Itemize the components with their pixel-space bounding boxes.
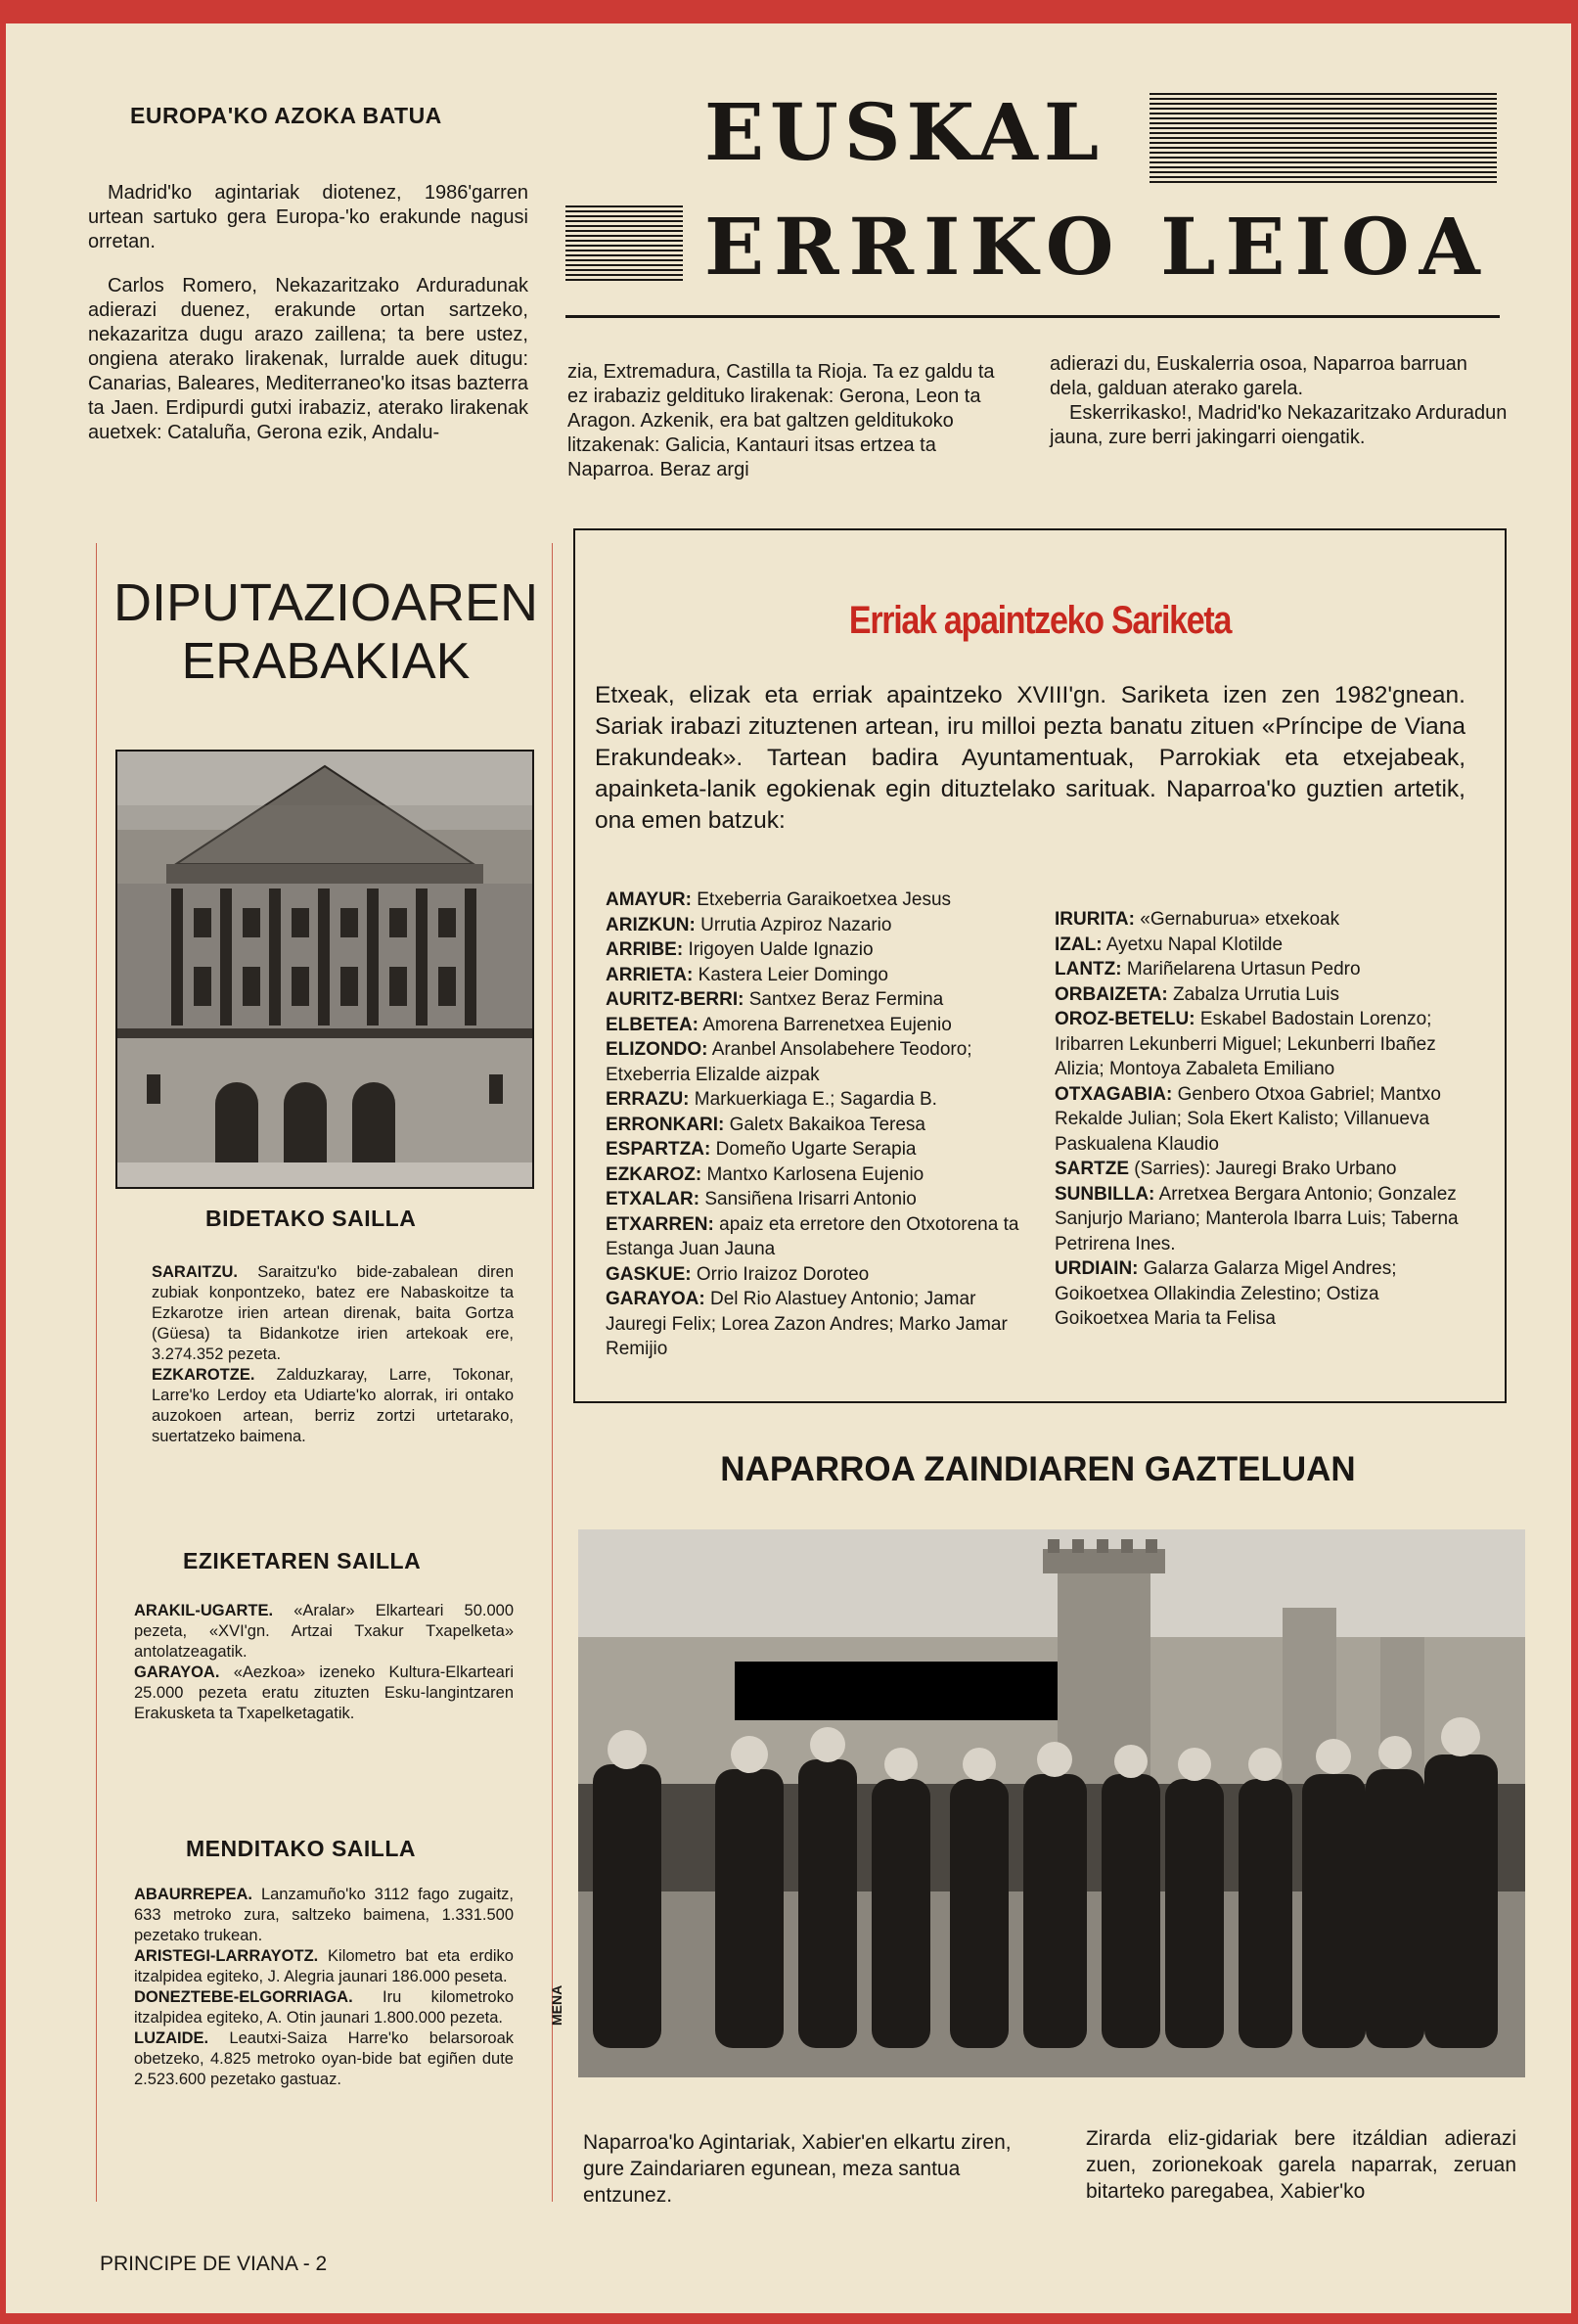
- entry-names: Santxez Beraz Fermina: [748, 989, 944, 1010]
- page-footer: PRINCIPE DE VIANA - 2: [100, 2253, 328, 2275]
- eziketaren-entry-1: [134, 1601, 514, 1663]
- bidetako-entry-2-place: EZKAROTZE.: [152, 1366, 255, 1384]
- entry-names: Mantxo Karlosena Eujenio: [706, 1163, 924, 1185]
- section-eziketaren-text: [134, 1601, 514, 1724]
- building-photo-illustration: [117, 752, 532, 1187]
- entry-place: ARRIETA:: [606, 964, 694, 985]
- entry-place: ARIZKUN:: [606, 914, 696, 935]
- entry-names: «Gernaburua» etxekoak: [1140, 909, 1340, 930]
- sariketa-entry-etxalar: [606, 1187, 1036, 1212]
- entry-place: ESPARTZA:: [606, 1139, 711, 1160]
- sariketa-entry-garayoa: [606, 1287, 1036, 1362]
- castle-photo-illustration: [578, 1529, 1525, 2077]
- menditako-entry-1-place: ABAURREPEA.: [134, 1886, 253, 1903]
- eziketaren-entry-2-place: GARAYOA.: [134, 1663, 220, 1681]
- menditako-entry-4: [134, 2028, 514, 2090]
- diputazio-title: [96, 573, 556, 691]
- sariketa-list-right: [1055, 907, 1475, 1332]
- diputazio-title-line-1: DIPUTAZIOAREN: [113, 573, 539, 632]
- sariketa-entry-errazu: [606, 1087, 1036, 1113]
- sariketa-intro: Etxeak, elizak eta erriak apaintzeko XVIII'gn. Sariketa izen zen 1982'gnean. Sariak irabazi zituztenen artean, iru milloi pezta banatu zituen «Príncipe de Viana Erakundeak». Tartean badira Ayuntamentuak, Parrokiak eta etxejabeak, apainketa-lanik egokienak egin dituztelako sarituak. Naparroa'ko guztien artetik, ona emen batzuk:: [595, 682, 1465, 834]
- entry-place: GARAYOA:: [606, 1289, 705, 1309]
- entry-place: IZAL:: [1055, 934, 1103, 955]
- sariketa-entry-gaskue: [606, 1262, 1036, 1288]
- section-heading-bidetako: BIDETAKO SAILLA: [205, 1206, 417, 1231]
- castle-group-photo: [578, 1529, 1525, 2077]
- entry-place: ELBETEA:: [606, 1014, 699, 1035]
- entry-place: ORBAIZETA:: [1055, 983, 1168, 1005]
- entry-place: URDIAIN:: [1055, 1258, 1139, 1279]
- article-europa-col-3: [1050, 352, 1510, 450]
- bidetako-entry-2: [152, 1365, 514, 1447]
- entry-names: Aranbel Ansolabehere Teodoro; Etxeberria Elizalde aizpak: [606, 1039, 972, 1085]
- eziketaren-entry-1-text: «Aralar» Elkarteari 50.000 pezeta, «XVI'gn. Artzai Txakur Txapelketa» antolatzeagatik.: [134, 1602, 514, 1661]
- menditako-entry-2-place: ARISTEGI-LARRAYOTZ.: [134, 1947, 319, 1965]
- entry-names: Domeño Ugarte Serapia: [715, 1139, 917, 1160]
- entry-place: ETXALAR:: [606, 1189, 700, 1209]
- sariketa-entry-orbaizeta: [1055, 982, 1475, 1008]
- bidetako-entry-1: [152, 1262, 514, 1365]
- article-europa-para-1: Madrid'ko agintariak diotenez, 1986'garren urtean sartuko gera Europa-'ko erakunde nagusi orretan.: [88, 182, 528, 252]
- building-photo: [115, 750, 534, 1189]
- article-europa-closing: Eskerrikasko!, Madrid'ko Nekazaritzako Arduradun jauna, zure berri jakingarri oiengatik.: [1050, 402, 1508, 448]
- sariketa-entry-elizondo: [606, 1037, 1036, 1087]
- photo-credit: MENA: [549, 1984, 564, 2026]
- section-menditako-text: [134, 1885, 514, 2090]
- sariketa-entry-sunbilla: [1055, 1182, 1475, 1257]
- entry-names: Genbero Otxoa Gabriel; Mantxo Rekalde Julian; Sola Ekert Kalisto; Villanueva Paskualena Klaudio: [1055, 1083, 1441, 1155]
- article-europa-text: [88, 181, 528, 445]
- entry-names: Mariñelarena Urtasun Pedro: [1126, 959, 1361, 980]
- entry-place: OROZ-BETELU:: [1055, 1009, 1195, 1029]
- castle-section-heading: NAPARROA ZAINDIAREN GAZTELUAN: [720, 1450, 1356, 1488]
- article-europa-col-2: zia, Extremadura, Castilla ta Rioja. Ta ez galdu ta ez irabaziz geldituko lirakenak: Gerona, Leon ta Aragon. Azkenik, era bat galtzen gelditukoko litzakenak: Galicia, Kantauri itsas ertzea ta Naparroa. Beraz argi: [567, 361, 995, 480]
- entry-names: Kastera Leier Domingo: [698, 964, 888, 985]
- entry-place: ERRONKARI:: [606, 1114, 725, 1135]
- masthead-line-2: ERRIKO LEIOA: [704, 201, 1490, 293]
- castle-caption-right: Zirarda eliz-gidariak bere itzáldian adierazi zuen, zorionekoak garela naparrak, zeruan bitarteko paregabea, Xabier'ko: [1086, 2127, 1516, 2203]
- entry-place: AMAYUR:: [606, 889, 692, 910]
- sariketa-entry-oroz-betelu: [1055, 1007, 1475, 1082]
- entry-names: Sansiñena Irisarri Antonio: [704, 1189, 917, 1209]
- sariketa-list-left: [606, 888, 1036, 1362]
- menditako-entry-3: [134, 1987, 514, 2028]
- masthead-hatch-left: [565, 205, 683, 282]
- entry-place: IRURITA:: [1055, 909, 1135, 930]
- sariketa-entry-otxagabia: [1055, 1082, 1475, 1158]
- sariketa-entry-sartze: [1055, 1157, 1475, 1182]
- entry-names: apaiz eta erretore den Otxotorena ta Estanga Juan Jauna: [606, 1213, 1019, 1259]
- entry-names: Eskabel Badostain Lorenzo; Iribarren Lekunberri Miguel; Lekunberri Ibañez Alizia; Montoya Zabaleta Emiliano: [1055, 1009, 1436, 1079]
- sariketa-entry-amayur: [606, 888, 1036, 913]
- masthead-line-1: EUSKAL: [704, 86, 1105, 178]
- entry-names: Zabalza Urrutia Luis: [1173, 983, 1340, 1005]
- sariketa-entry-arizkun: [606, 913, 1036, 938]
- entry-place: LANTZ:: [1055, 959, 1122, 980]
- castle-caption-left: Naparroa'ko Agintariak, Xabier'en elkartu ziren, gure Zaindariaren egunean, meza santua entzunez.: [583, 2131, 1012, 2207]
- menditako-entry-4-place: LUZAIDE.: [134, 2029, 209, 2047]
- entry-names: (Sarries): Jauregi Brako Urbano: [1134, 1159, 1397, 1179]
- eziketaren-entry-1-place: ARAKIL-UGARTE.: [134, 1602, 274, 1619]
- menditako-entry-2-text: Kilometro bat eta erdiko itzalpidea egiteko, J. Alegria jaunari 186.000 peseta.: [134, 1947, 514, 1985]
- menditako-entry-2: [134, 1946, 514, 1987]
- menditako-entry-1: [134, 1885, 514, 1946]
- bidetako-entry-2-text: Zalduzkaray, Larre, Tokonar, Larre'ko Lerdoy eta Udiarte'ko alorrak, iri ontako auzokoen artean, berriz zortzi urtetarako, suertatzeko baimena.: [152, 1366, 514, 1445]
- bidetako-entry-1-text: Saraitzu'ko bide-zabalean diren zubiak konpontzeko, batez ere Nabaskoitze ta Ezkarotze irien artean direnak, baita Gortza (Güesa) ta Bidankotze irien artekoak ere, 3.274.352 pezeta.: [152, 1263, 514, 1363]
- entry-names: Irigoyen Ualde Ignazio: [688, 939, 874, 960]
- bidetako-entry-1-place: SARAITZU.: [152, 1263, 238, 1281]
- entry-place: ELIZONDO:: [606, 1039, 708, 1060]
- sariketa-entry-ezkaroz: [606, 1162, 1036, 1188]
- menditako-entry-3-text: Iru kilometroko itzalpidea egiteko, A. Otin jaunari 1.800.000 pezeta.: [134, 1988, 514, 2027]
- entry-place: ARRIBE:: [606, 939, 684, 960]
- entry-names: Markuerkiaga E.; Sagardia B.: [694, 1089, 937, 1110]
- entry-names: Amorena Barrenetxea Eujenio: [702, 1014, 952, 1035]
- entry-names: Del Rio Alastuey Antonio; Jamar Jauregi Felix; Lorea Zazon Andres; Marko Jamar Remijio: [606, 1289, 1008, 1359]
- sariketa-entry-irurita: [1055, 907, 1475, 933]
- entry-place: ETXARREN:: [606, 1213, 714, 1235]
- entry-place: OTXAGABIA:: [1055, 1083, 1173, 1105]
- menditako-entry-3-place: DONEZTEBE-ELGORRIAGA.: [134, 1988, 353, 2006]
- entry-names: Arretxea Bergara Antonio; Gonzalez Sanjurjo Mariano; Manterola Ibarra Luis; Taberna Petrirena Ines.: [1055, 1183, 1459, 1254]
- sariketa-entry-elbetea: [606, 1013, 1036, 1038]
- entry-names: Ayetxu Napal Klotilde: [1105, 934, 1284, 955]
- sariketa-entry-etxarren: [606, 1212, 1036, 1262]
- section-heading-eziketaren: EZIKETAREN SAILLA: [183, 1548, 422, 1573]
- entry-place: ERRAZU:: [606, 1089, 690, 1110]
- entry-place: EZKAROZ:: [606, 1163, 702, 1185]
- sariketa-entry-lantz: [1055, 957, 1475, 982]
- entry-names: Galarza Galarza Migel Andres; Goikoetxea Ollakindia Zelestino; Ostiza Goikoetxea Maria ta Felisa: [1055, 1258, 1397, 1329]
- sariketa-entry-arribe: [606, 937, 1036, 963]
- section-bidetako-text: [152, 1262, 514, 1447]
- entry-names: Orrio Iraizoz Doroteo: [696, 1263, 870, 1285]
- sariketa-entry-espartza: [606, 1137, 1036, 1162]
- entry-place: GASKUE:: [606, 1263, 692, 1285]
- entry-names: Etxeberria Garaikoetxea Jesus: [697, 889, 952, 910]
- article-europa-col-3-text: adierazi du, Euskalerria osoa, Naparroa barruan dela, galduan aterako garela.: [1050, 353, 1467, 399]
- masthead-hatch-right: [1150, 93, 1497, 186]
- eziketaren-entry-2-text: «Aezkoa» izeneko Kultura-Elkarteari 25.000 pezeta eratu zituzten Esku-langintzaren Erakusketa ta Txapelketagatik.: [134, 1663, 514, 1722]
- sariketa-title: Erriak apaintzeko Sariketa: [848, 599, 1232, 642]
- entry-place: SARTZE: [1055, 1159, 1129, 1179]
- sariketa-entry-arrieta: [606, 963, 1036, 988]
- sariketa-entry-izal: [1055, 933, 1475, 958]
- section-heading-menditako: MENDITAKO SAILLA: [186, 1836, 417, 1861]
- sariketa-entry-urdiain: [1055, 1256, 1475, 1332]
- entry-names: Urrutia Azpiroz Nazario: [700, 914, 892, 935]
- eziketaren-entry-2: [134, 1663, 514, 1724]
- menditako-entry-4-text: Leautxi-Saiza Harre'ko belarsoroak obetzeko, 4.825 metroko oyan-bide bat egiñen dute 2.523.600 pezetako gastuaz.: [134, 2029, 514, 2088]
- entry-place: SUNBILLA:: [1055, 1183, 1155, 1205]
- entry-names: Galetx Bakaikoa Teresa: [729, 1114, 925, 1135]
- article-heading-europa: EUROPA'KO AZOKA BATUA: [130, 103, 442, 128]
- sariketa-entry-auritz-berri: [606, 987, 1036, 1013]
- entry-place: AURITZ-BERRI:: [606, 989, 744, 1010]
- masthead-rule: [565, 315, 1500, 318]
- sariketa-entry-erronkari: [606, 1113, 1036, 1138]
- menditako-entry-1-text: Lanzamuño'ko 3112 fago zugaitz, 633 metroko zura, saltzeko baimena, 1.331.500 pezetako trukean.: [134, 1886, 514, 1944]
- article-europa-para-2: Carlos Romero, Nekazaritzako Arduradunak adierazi duenez, erakunde ortan sartzeko, nekazaritza dugu arazo zaillena; ta bere ustez, ongiena aterako lirakenak, lurralde auek ditugu: Canarias, Baleares, Mediterraneo'ko itsas bazterra ta Jaen. Erdipurdi gutxi irabaziz, aterako lirakenak auetxek: Cataluña, Gerona ezik, Andalu-: [88, 275, 528, 443]
- diputazio-title-line-2: ERABAKIAK: [181, 633, 471, 690]
